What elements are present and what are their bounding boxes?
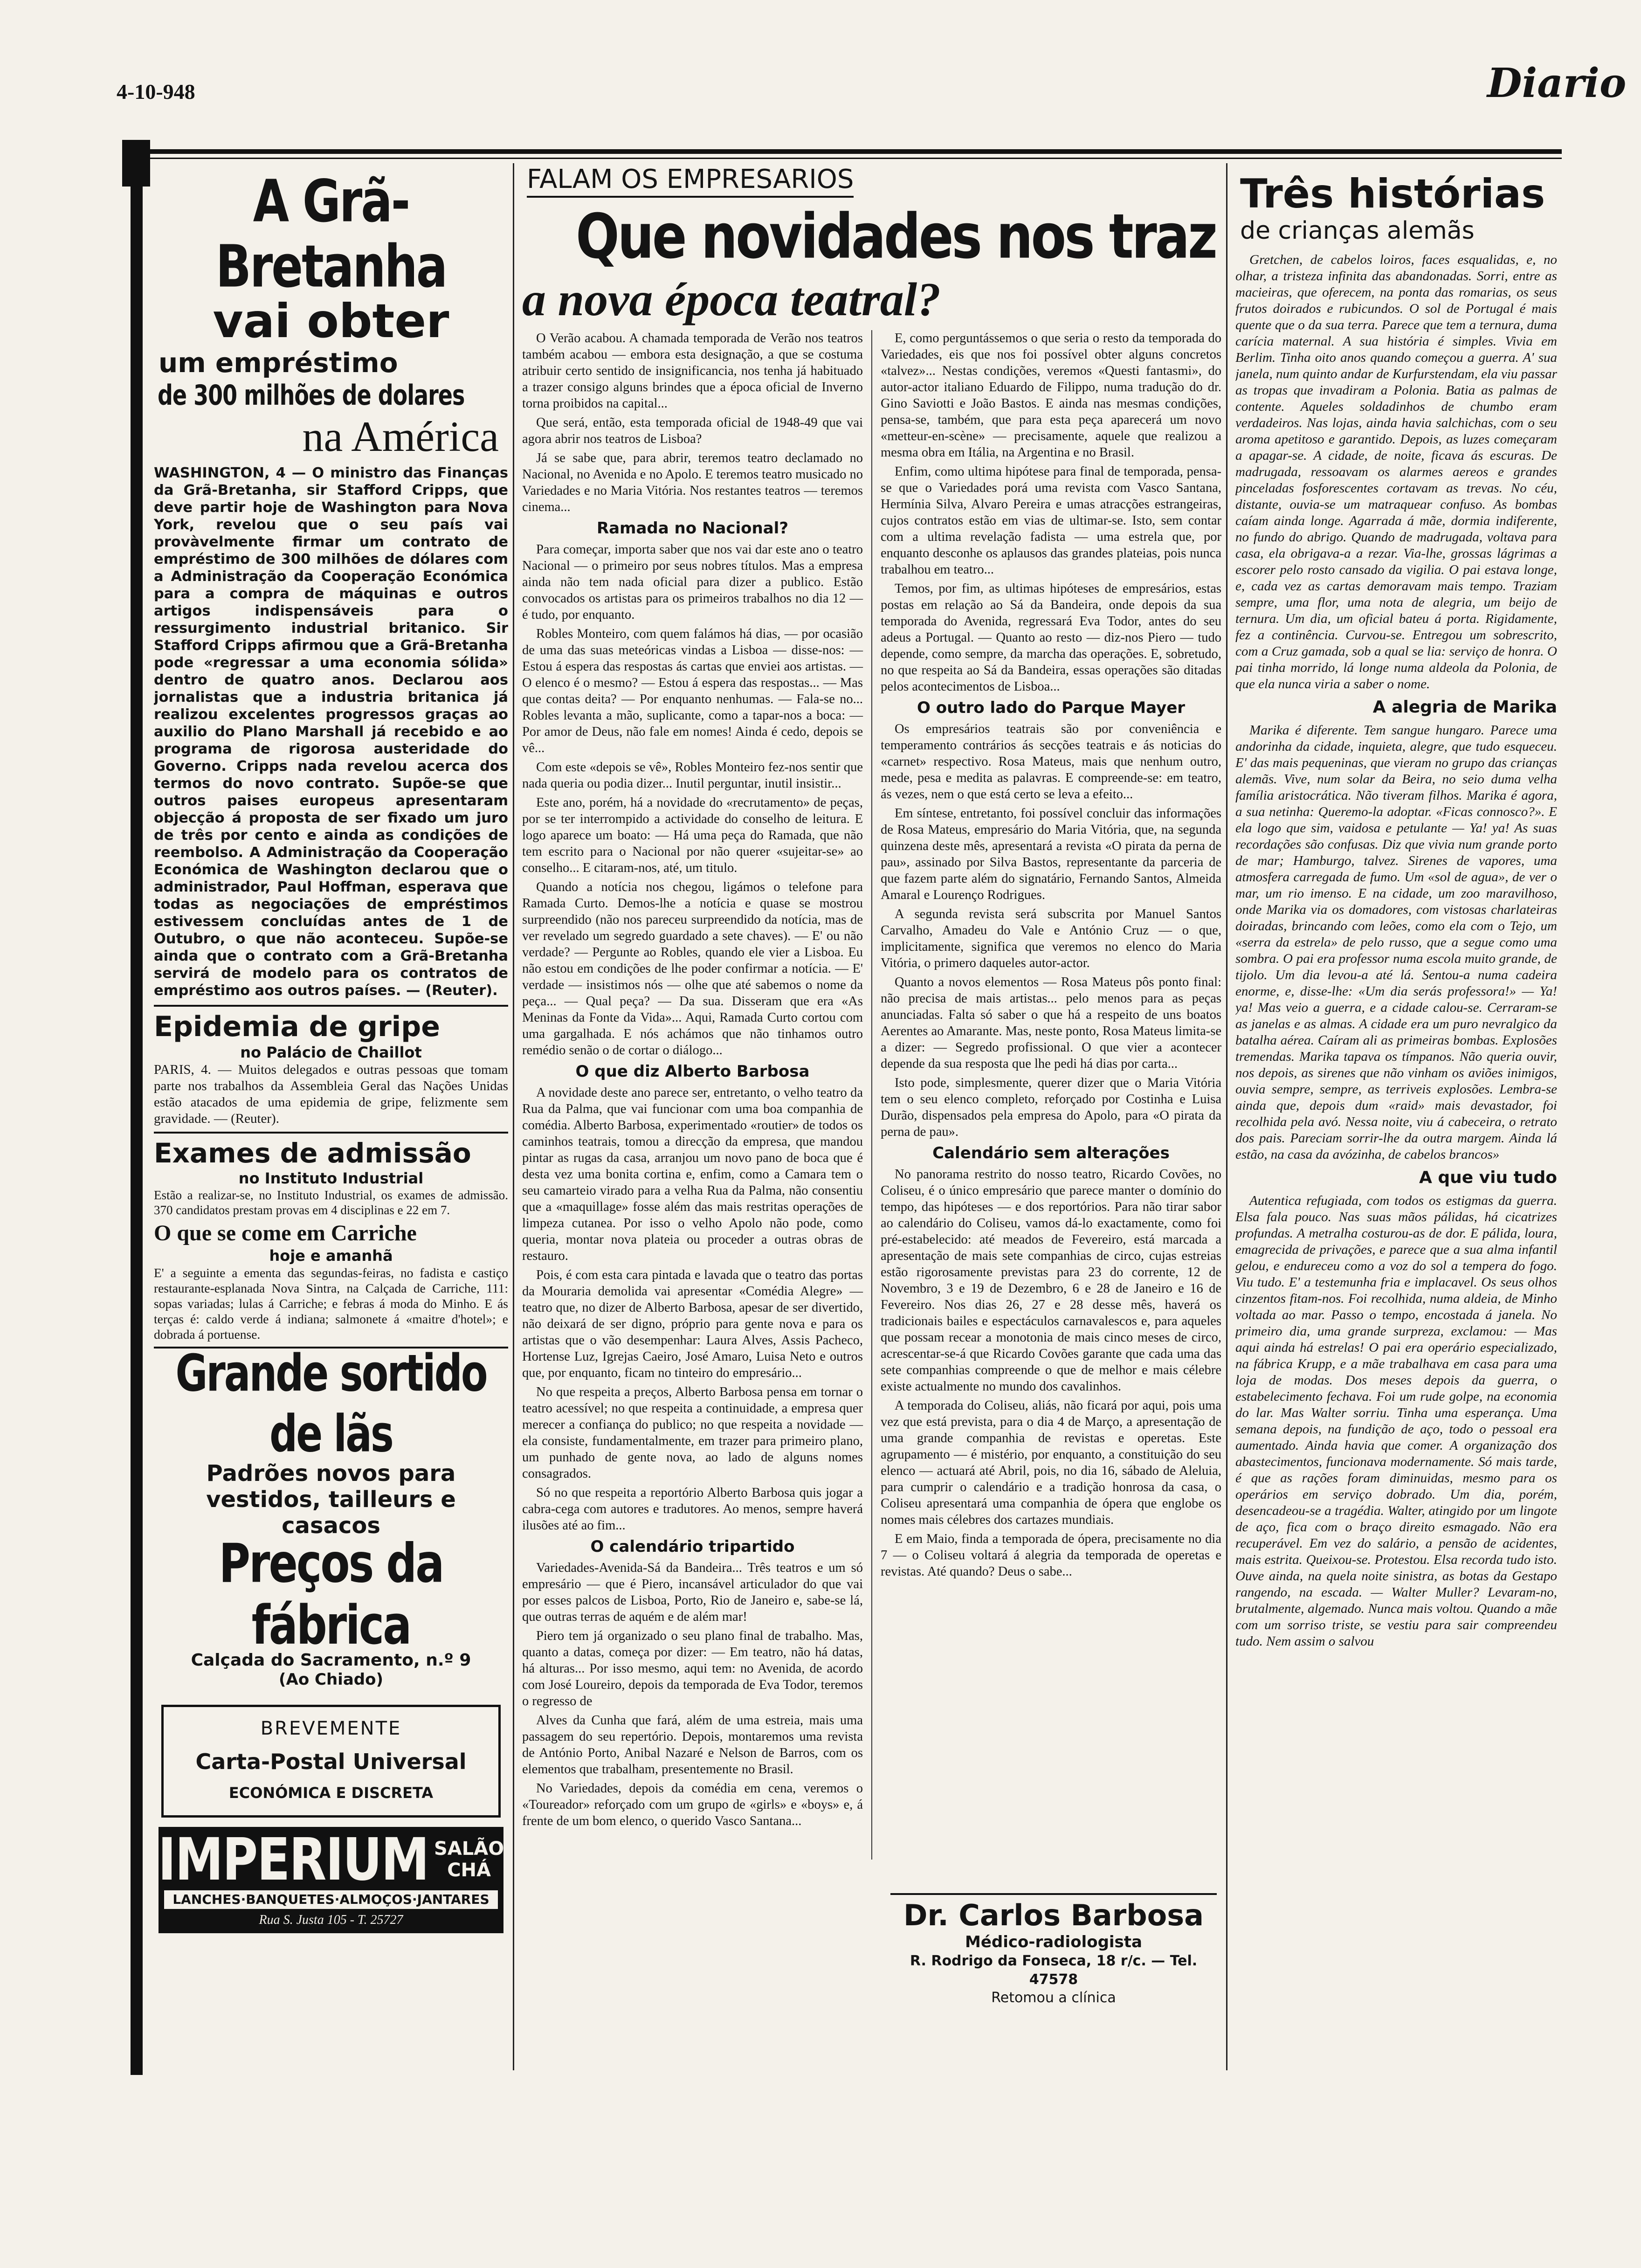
carriche-title: O que se come em Carriche	[154, 1221, 417, 1245]
issue-date: 4-10-948	[117, 80, 195, 104]
ad-carta-tagline: ECONÓMICA E DISCRETA	[228, 1784, 434, 1802]
theatre-p27: E em Maio, finda a temporada de ópera, precisamente no dia 7 — o Coliseu voltará á alegria da temporada de operetas e revistas. Até quando? Deus o sabe...	[881, 1532, 1221, 1579]
theatre-p4: Para começar, importa saber que nos vai dar este ano o teatro Nacional — o primeiro por seus nobres títulos. Mas a empresa ainda não tem nada oficial para dizer a publico. Estão convocados os artistas para os primeiros trabalhos no dia 12 — é tudo, por enquanto.	[522, 542, 863, 622]
theatre-p12: Só no que respeita a reportório Alberto Barbosa quis jogar a cabra-cega com autores e tradutores. Ao menos, sempre haverá ilusões até ao fim...	[522, 1486, 863, 1533]
headline-america: na América	[302, 413, 499, 460]
exames-subtitle: no Instituto Industrial	[238, 1169, 424, 1187]
theatre-p21: Em síntese, entretanto, foi possível concluir das informações de Rosa Mateus, empresário do Maria Vitória, que, na segunda quinzena deste mês, apresentará a revista «O pirata da perna de pau», assinado por Silva Bastos, representante da parceria de que fazem parte além do signatário, Fernando Santos, Almeida Amaral e Lourenço Rodrigues.	[881, 806, 1221, 902]
carriche-body: E' a seguinte a ementa das segundas-feiras, no fadista e castiço restaurante-esplanada Nova Sintra, na Calçada de Carriche, 111: sopas variadas; lulas á Carriche; e febras á moda do Minho. E ás terças é: caldo verde á indiana; salmonete á «maitre d'hotel»; e dobrada á portuense.	[154, 1265, 508, 1341]
headline-gb: A Grã-Bretanha	[215, 173, 447, 301]
ad-imperium-top	[158, 1825, 504, 1894]
ad-las-chiado: (Ao Chiado)	[278, 1670, 384, 1689]
article-exames	[154, 1137, 508, 1217]
heading-calendario: Calendário sem alterações	[932, 1144, 1170, 1162]
theatre-p19: Temos, por fim, as ultimas hipóteses de empresários, estas postas em relação ao Sá da Bandeira, onde depois da sua temporada do Avenida, regressará Eva Todor, antes do seu adeus a Portugal. — Quanto ao resto — diz-nos Piero — tudo depende, como sempre, da marcha das operações. E, sobretudo, no que respeita ao Sá da Bandeira, essas operações são ditadas pelos acontecimentos de Lisboa...	[881, 581, 1221, 694]
theatre-p16: No Variedades, depois da comédia em cena, veremos o «Toureador» reforçado com um grupo de «girls» e «boys» e, á frente de um bom elenco, o querido Vasco Santana...	[522, 1781, 863, 1828]
story-elsa: Autentica refugiada, com todos os estigmas da guerra. Elsa fala pouco. Nas suas mãos pálidas, há cicatrizes profundas. A metralha costurou-as de dor. E pálida, loura, emagrecida de privações, e parece que a sua alma infantil gelou, e endureceu como a voz do sol a tempera do fogo. Viu tudo. E' a testemunha fria e implacavel. Os seus olhos cinzentos fitam-nos. Foi recolhida, numa aldeia, de Minho voltada ao mar. Passo o tempo, encostada á janela. No primeiro dia, uma grande surpreza, exclamou: — Mas aqui ainda há estrelas! O pai era operário especializado, na fábrica Krupp, e a mãe trabalhava em casa para uma loja de modas. Dos meses depois da guerra, o estabelecimento fechava. Foi um rude golpe, na economia do lar. Mas Walter sorriu. Tinha uma esperança. Uma semana depois, na fundição de aço, todo o pessoal era aumentado. Ainda havia que comer. A organização dos abastecimentos, funcionava modernamente. Só mais tarde, é que as rações foram diminuidas, mesmo para os operários em serviço dobrado. Um dia, porém, desencadeou-se a tragédia. Walter, atingido por um lingote de aço, fica com o braço direito esmagado. Não era recuperável. Em vez do salário, a pensão de acidentes, mais estrita. Queixou-se. Protestou. Elsa recorda tudo isto. Ouve ainda, na quela noite sinistra, as botas da Gestapo rangendo, na escada. — Walter Muller? Levaram-no, brutalmente, algemado. Nunca mais voltou. Quando a mãe com um sorriso triste, se vestiu para sair compreendeu tudo. Nem assim o salvou	[1235, 1193, 1557, 1649]
ad-carlos-barbosa	[890, 1893, 1217, 2007]
gripe-title: Epidemia de gripe	[154, 1010, 440, 1043]
theatre-p14: Piero tem já organizado o seu plano final de trabalho. Mas, quanto a datas, começa por dizer: — Em teatro, não há datas, há alturas... Por isso mesmo, aqui tem: no Avenida, de acordo com José Loureiro, depois da temporada de Eva Todor, teremos o regresso de	[522, 1629, 863, 1708]
theatre-p13: Variedades-Avenida-Sá da Bandeira... Três teatros e um só empresário — que é Piero, incansável articulador do que vai por esses palcos de Lisboa, Porto, Rio de Janeiro e, sabe-se lá, que outras terras de aquém e de além mar!	[522, 1561, 863, 1624]
heading-marika: A alegria de Marika	[1372, 698, 1557, 717]
ad-doctor-name: Dr. Carlos Barbosa	[903, 1898, 1204, 1932]
top-rule	[140, 149, 1562, 154]
ad-imperium-brand: IMPERIUM	[158, 1825, 428, 1894]
theatre-p10: Pois, é com esta cara pintada e lavada que o teatro das portas da Mouraria demolida vai apresentar «Comédia Alegre» — teatro que, no dizer de Alberto Barbosa, apesar de ser divertido, não deixará de ser digno, próprio para gente nova e para os artistas que o vão desempenhar: Laura Alves, Assis Pacheco, Hortense Luz, Igrejas Caeiro, José Amaro, Luisa Neto e outros que, por enquanto, ficam no tinteiro do empresário...	[522, 1268, 863, 1380]
left-column	[154, 173, 508, 1933]
theatre-p3: Já se sabe que, para abrir, teremos teatro declamado no Nacional, no Avenida e no Apolo. E teremos teatro musicado no Variedades e no Maria Vitória. Nos restantes teatros — teremos cinema...	[522, 451, 863, 514]
theatre-p7: Este ano, porém, há a novidade do «recrutamento» de peças, por se ter interrompido a actividade do conselho de leitura. E logo aparece um boato: — Há uma peça do Ramada, que não tem escrito para o Nacional por não querer «sujeitar-se» ao conselho... E citaram-nos, até, um titulo.	[522, 795, 863, 875]
ad-las-address: Calçada do Sacramento, n.º 9	[191, 1651, 471, 1670]
ad-las-headline: Grande sortido de lãs	[175, 1343, 487, 1464]
heading-triptico: O calendário tripartido	[590, 1537, 795, 1556]
left-margin-bar	[131, 140, 143, 2075]
theatre-p5: Robles Monteiro, com quem falámos há dias, — por ocasião de uma das suas meteóricas vindas a Lisboa — disse-nos: — Estou á espera das respostas ás cartas que enviei aos artistas. — O elenco é o mesmo? — Estou á espera das respostas... — Mas que contas deita? — Por enquanto nenhumas. — Fala-se no... Robles levanta a mão, suplicante, como a tapar-nos a boca: — Por amor de Deus, não fale em nomes! Ainda é cedo, depois se vê...	[522, 627, 863, 755]
theatre-subtitle: a nova época teatral?	[522, 273, 941, 326]
heading-parque: O outro lado do Parque Mayer	[917, 698, 1186, 717]
ad-imperium-side	[434, 1838, 504, 1881]
theatre-p23: Quanto a novos elementos — Rosa Mateus pôs ponto final: não precisa de mais artistas... pelo menos para as peças anunciadas. Falta só saber o que há a respeito de uns boatos Aerentes ao Amarante. Mas, neste ponto, Rosa Mateus limita-se a dizer: — Segredo profissional. O que vier a acontecer depende da sua resposta que lhe pedi há dias por carta...	[881, 975, 1221, 1071]
column-divider-left	[513, 163, 514, 2070]
ad-las	[154, 1343, 508, 1689]
heading-tudo: A que viu tudo	[1419, 1168, 1557, 1187]
separator	[154, 1132, 508, 1134]
theatre-p9: A novidade deste ano parece ser, entretanto, o velho teatro da Rua da Palma, que vai funcionar com uma boa companhia de comédia. Alberto Barbosa, experimentado «routier» de todos os caminhos teatrais, tomou a direcção da empresa, que mandou pintar as rugas da casa, arranjou um novo pano de boca que é desta vez uma bonita cortina e, enfim, como a Camara tem o seu camarteio virado para a velha Rua da Palma, não consentiu que a «maquillage» fosse além das mais restritas operações de limpeza cutanea. Por isso o velho Apolo não pode, como queria, montar nova plateia ou proceder a outras obras de restauro.	[522, 1086, 863, 1263]
theatre-p17: E, como perguntássemos o que seria o resto da temporada do Variedades, eis que nos foi possível obter alguns concretos «talvez»... Nestas condições, veremos «Questi fantasmi», do autor-actor italiano Eduardo de Filippo, numa tradução do dr. Gino Saviotti e João Bastos. E ainda nas mesmas condições, pensa-se, também, que para esta peça aparecerá um novo «metteur-en-scène» — precisamente, aquele que realizou a mesma obra em Itália, na Argentina e no Brasil.	[881, 331, 1221, 460]
theatre-p24: Isto pode, simplesmente, querer dizer que o Maria Vitória tem o seu elenco completo, reforçado por Costinha e Luisa Durão, dispensados pela empresa do Apolo, para «O pirata da perna de pau».	[881, 1076, 1221, 1139]
theatre-p8: Quando a notícia nos chegou, ligámos o telefone para Ramada Curto. Demos-lhe a notícia e quase se mostrou surpreendido (não nos pareceu surpreendido da notícia, mas de ver revelado um segredo guardado a sete chaves). — E' ou não verdade? — Pergunte ao Robles, quando ele vier a Lisboa. Eu não estou em condições de lhe poder confirmar a notícia. — E' verdade — insistimos nós — olhe que até sabemos o nome da peça... — Qual peça? — Da sua. Disseram que era «As Meninas da Fonte da Vida»... Aqui, Ramada Curto cortou com uma gargalhada. E nós achámos que não tinhamos outro remédio senão o de cortar o diálogo...	[522, 880, 863, 1058]
ad-carta-brevemente: BREVEMENTE	[260, 1718, 402, 1739]
article-gripe	[154, 1010, 508, 1127]
headline-emprestimo: um empréstimo	[159, 347, 398, 379]
theatre-p1: O Verão acabou. A chamada temporada de Verão nos teatros também acabou — embora esta designação, a que se costuma atribuir certo sentido de insignificancia, nos tenha já habituado a trazer consigo alguns brindes que a época oficial de Inverno torna proibidos na capital...	[522, 331, 863, 411]
article-gb	[154, 173, 508, 999]
left-margin-block	[122, 140, 150, 187]
ad-imperium-address: Rua S. Justa 105 - T. 25727	[259, 1913, 403, 1927]
ad-carta-title: Carta-Postal Universal	[195, 1749, 467, 1774]
top-rule-thin	[140, 158, 1562, 159]
ad-imperium-cha: CHÁ	[447, 1860, 491, 1881]
article-carriche	[154, 1220, 508, 1342]
theatre-p15: Alves da Cunha que fará, além de uma estreia, mais uma passagem do seu repertório. Depois, montaremos uma revista de António Porto, Anibal Nazaré e Nelson de Barros, com os elementos que trabalham, presentemente no Brasil.	[522, 1713, 863, 1777]
carriche-subtitle: hoje e amanhã	[269, 1247, 393, 1265]
ad-doctor-address: R. Rodrigo da Fonseca, 18 r/c. — Tel. 47578	[910, 1953, 1198, 1988]
exames-title: Exames de admissão	[154, 1137, 471, 1169]
theatre-p22: A segunda revista será subscrita por Manuel Santos Carvalho, Amadeu do Vale e António Cruz — o que, implicitamente, significa que veremos no elenco do Maria Vitória, o primero daqueles autor-actor.	[881, 907, 1221, 970]
stories-title: Três histórias	[1240, 171, 1545, 217]
theatre-p11: No que respeita a preços, Alberto Barbosa pensa em tornar o teatro acessível; no que respeita a continuidade, a empresa quer merecer a confiança do publico; no que respeita a novidade — ela consiste, fundamentalmente, em trazer para primeiro plano, um punhado de gente nova, ao lado de alguns nomes consagrados.	[522, 1385, 863, 1481]
theatre-p20: Os empresários teatrais são por conveniência e temperamento contrários ás secções teatrais e ás noticias do «carnet» respectivo. Rosa Mateus, mais que nenhum outro, mede, pesa e medita as palavras. E compreende-se: em teatro, ás vezes, nem o que está certo se leva a efeito...	[881, 722, 1221, 802]
exames-body: Estão a realizar-se, no Instituto Industrial, os exames de admissão. 370 candidatos prestam provas em 4 disciplinas e 22 em 7.	[154, 1188, 508, 1217]
theatre-kicker: FALAM OS EMPRESARIOS	[527, 163, 854, 198]
heading-alberto: O que diz Alberto Barbosa	[575, 1062, 810, 1081]
article-gb-body: WASHINGTON, 4 — O ministro das Finanças da Grã-Bretanha, sir Stafford Cripps, que deve partir hoje de Washington para Nova York, revelou que o seu país vai provàvelmente firmar um contrato de empréstimo de 300 milhões de dólares com a Administração da Cooperação Económica para a compra de máquinas e outros artigos indispensáveis para o ressurgimento industrial britanico. Sir Stafford Cripps afirmou que a Grã-Bretanha pode «regressar a uma economia sólida» dentro de quatro anos. Declarou aos jornalistas que a industria britanica já realizou excelentes progressos graças ao auxilio do Plano Marshall já recebido e ao programa de rigorosa austeridade do Governo. Cripps nada revelou acerca dos termos do novo contrato. Supõe-se que outros paises europeus apresentaram objecção á proposta de ser fixado um juro de três por cento e ainda as condições de reembolso. A Administração da Cooperação Económica de Washington declarou que o administrador, Paul Hoffman, esperava que todas as negociações de empréstimos estivessem concluídas antes de 1 de Outubro, o que não aconteceu. Supõe-se ainda que o contrato com a Grã-Bretanha servirá de modelo para os contratos de empréstimo aos outros países. — (Reuter).	[154, 465, 508, 999]
column-divider-right	[1226, 163, 1227, 2070]
ad-las-padroes: Padrões novos para vestidos, tailleurs e casacos	[206, 1460, 456, 1539]
ad-imperium-salao: SALÃO	[434, 1838, 504, 1860]
story-gretchen: Gretchen, de cabelos loiros, faces esqualidas, e, no olhar, a tristeza infinita das abandonadas. Sorri, entre as macieiras, que oferecem, na ponta das romarias, os seus frutos doirados e rubicundos. O sol de Portugal é mais quente que o da sua terra. Parece que tem a ternura, duma carícia maternal. A sua história é simples. Vivia em Berlim. Tinha oito anos quando começou a guerra. A' sua janela, num quinto andar de Kurfurstendam, ela viu passar as tropas que invadiram a Polonia. Batia as palmas de contente. Aqueles soldadinhos de chumbo eram verdadeiros. Nas lojas, ainda havia salchichas, com o seu aroma apetitoso e garantido. Depois, as luzes começaram a apagar-se. A cidade, de noite, ficava ás escuras. De madrugada, ressoavam os alarmes aereos e grandes pinceladas fosforescentes cortavam as trevas. No céu, distante, ouvia-se um matraquear confuso. As bombas caíam ainda longe. Agarrada á mãe, dormia indiferente, no fundo do abrigo. Quando de madrugada, voltava para casa, ela obrigava-a a rezar. Via-lhe, grossas lágrimas a escorer pelo rosto cansado da vigilia. O pai estava longe, e, cada vez as cartas demoravam mais tempo. Traziam sempre, uma flor, uma nota de alegria, um beijo de ternura. Um dia, um oficial bateu á porta. Rigidamente, fez a continência. Curvou-se. Entregou um sobrescrito, com a Cruz gamada, sob a qual se lia: serviço de honra. O pai tinha morrido, lá longe numa aldeola da Polonia, de que ela nunca viria a saber o nome.	[1235, 252, 1557, 691]
ad-doctor-note: Retomou a clínica	[991, 1990, 1116, 2006]
ad-doctor-specialty: Médico-radiologista	[965, 1933, 1142, 1951]
ad-imperium-services: LANCHES·BANQUETES·ALMOÇOS·JANTARES	[164, 1890, 498, 1909]
theatre-p6: Com este «depois se vê», Robles Monteiro fez-nos sentir que nada queria ou podia dizer... Inutil perguntar, inutil insistir...	[522, 760, 863, 791]
ad-las-precos: Preços da fábrica	[219, 1532, 443, 1657]
theatre-p25: No panorama restrito do nosso teatro, Ricardo Covões, no Coliseu, é o único empresário que parece manter o domínio do tempo, das hipóteses — e dos reportórios. Para não tirar sabor ao calendário do Coliseu, vamos dá-lo exactamente, como foi pré-estabelecido: até meados de Fevereiro, está marcada a apresentação de mais sete companhias de circo, cujas estreias estão rigorosamente previstas para 23 do corrente, 12 de Novembro, 3 e 19 de Dezembro, 6 e 28 de Janeiro e 16 de Fevereiro. Nos dias 26, 27 e 28 desse mês, haverá os tradicionais bailes e espectáculos carnavalescos e, para aqueles que possam recear a monotonia de mais cinco meses de circo, acrescentar-se-á que Ricardo Covões garante que cada uma das sete companhias compreende o que de melhor e mais célebre existe actualmente no mundo dos cavalinhos.	[881, 1167, 1221, 1394]
gripe-body: PARIS, 4. — Muitos delegados e outras pessoas que tomam parte nos trabalhos da Assembleia Geral das Nações Unidas estão atacados de uma epidemia de gripe, felizmente sem gravidade. — (Reuter).	[154, 1062, 508, 1126]
separator	[154, 1005, 508, 1007]
headline-vai-obter: vai obter	[213, 294, 449, 348]
theatre-p2: Que será, então, esta temporada oficial de 1948-49 que vai agora abrir nos teatros de Lisboa?	[522, 415, 863, 446]
theatre-p26: A temporada do Coliseu, aliás, não ficará por aqui, pois uma vez que está prevista, para o dia 4 de Março, a apresentação de uma grande companhia de revistas e operetas. Este agrupamento — é mistério, por enquanto, a constituição do seu elenco — actuará até Abril, pois, no dia 16, sábado de Aleluia, para cumprir o calendário e a tradição honrosa da casa, o Coliseu apresentará uma companhia de ópera que englobe os nomes mais célebres dos cartazes mundiais.	[881, 1398, 1221, 1527]
ad-carta-postal	[161, 1705, 501, 1818]
ad-imperium	[159, 1827, 503, 1933]
headline-milhoes: de 300 milhões de dolares	[158, 378, 465, 412]
story-marika: Marika é diferente. Tem sangue hungaro. Parece uma andorinha da cidade, inquieta, alegre, que tudo esqueceu. E' das mais pequeninas, que vieram no grupo das crianças alemãs. Vive, num solar da Beira, no seio duma velha família aristocrática. Não tiveram filhos. Marika é agora, a sua netinha: Queremo-la adoptar. «Ficas connosco?». E ela logo que sim, vaidosa e petulante — Ya! ya! As suas recordações são confusas. Diz que vivia num grande porto de mar; Hamburgo, talvez. Sirenes de vapores, uma atmosfera carregada de fumo. Um «sol de agua», de ver o mar, um rio imenso. E na cidade, um zoo maravilhoso, onde Marika via os domadores, com vistosas charlateiras doiradas, brincando com leões, como ela com o Tejo, um «serra da estrela» de pelo russo, que a segue como uma sombra. O pai era professor numa escola muito grande, de tijolo. Um dia levou-a até lá. Sentou-a numa cadeira enorme, e, disse-lhe: «Um dia serás professora!» — Ya! ya! Mas veio a guerra, e a cidade calou-se. Cerraram-se as janelas e as almas. A cidade era um puro nevralgico da batalha aérea. Caíram ali as primeiras bombas. Explosões tremendas. Marika tapava os tímpanos. Não queria ouvir, nos depois, as sirenes que não vinham os aviões inimigos, ouvia sempre, sempre, as terriveis explosões. Lembra-se ainda que, depois dum «raid» mais devastador, foi recolhida pela avó. Nessa noite, viu á cabeceira, o retrato dos pais. Pareciam sorrir-lhe da outra margem. Ainda lá estão, na casa da avózinha, de cabelos brancos»	[1235, 723, 1557, 1162]
theatre-title: Que novidades nos traz	[576, 201, 1216, 272]
masthead-logo: Diario	[1487, 60, 1627, 107]
stories-subtitle: de crianças alemãs	[1240, 217, 1475, 245]
theatre-p18: Enfim, como ultima hipótese para final de temporada, pensa-se que o Variedades porá uma revista com Vasco Santana, Hermínia Silva, Alvaro Pereira e umas atracções estrangeiras, cujos contratos estão em vias de ultimar-se. Isto, sem contar com a ultima revelação fadista — uma estrela que, por enquanto desconhe os aplausos das grandes plateias, pois nunca trabalhou em teatro...	[881, 464, 1221, 577]
gripe-subtitle: no Palácio de Chaillot	[240, 1044, 422, 1061]
heading-ramada: Ramada no Nacional?	[596, 519, 789, 538]
center-column	[522, 163, 1221, 2070]
right-column	[1235, 163, 1557, 2070]
theatre-article-columns	[522, 330, 1221, 1860]
